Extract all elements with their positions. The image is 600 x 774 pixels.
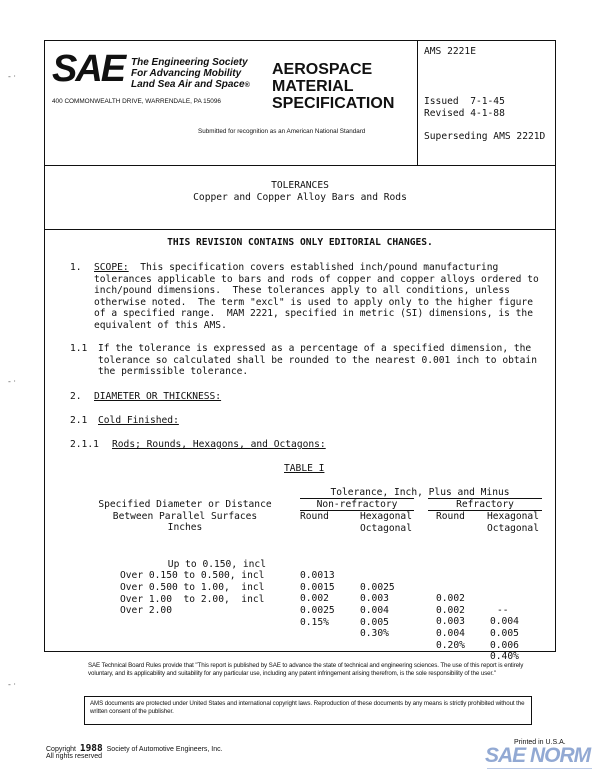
table-row: Up to 0.150, incl 0.0013 0.0025 0.002 -- [167, 558, 509, 616]
doc-number: AMS 2221E [424, 46, 476, 57]
col-header-round: Round [300, 511, 329, 522]
table-caption: TABLE I [284, 463, 325, 474]
technical-board-rules: SAE Technical Board Rules provide that "This report is published by SAE to advance the state of technical and engineering sciences. The use of this report is entirely voluntary, and its applicability and suitability for any particular use, including any patent infringement arising therefrom, is the sole responsibility of the user." [88, 662, 524, 677]
scope-text: otherwise noted. The term "excl" is used to apply only to the higher figure [94, 296, 533, 308]
section-heading: DIAMETER OR THICKNESS: [94, 391, 222, 402]
copyright-line: Copyright 1988 Society of Automotive Engineers, Inc. [46, 743, 223, 754]
section-heading: Cold Finished: [98, 415, 179, 426]
row-header: Between Parallel Surfaces [112, 510, 258, 522]
col-header-hexagonal: Hexagonal [360, 511, 412, 522]
sae-logo: SAE [52, 48, 125, 90]
margin-mark: - · [8, 680, 16, 689]
section-number: 1. [70, 262, 82, 273]
document-type: AEROSPACE MATERIAL SPECIFICATION [272, 61, 395, 112]
row-header: Inches [167, 522, 203, 533]
superseding: Superseding AMS 2221D [424, 131, 546, 142]
section-number: 2. [70, 391, 82, 402]
col-header-octagonal: Octagonal [487, 522, 539, 534]
rights-reserved: All rights reserved [46, 753, 103, 760]
col-header-octagonal: Octagonal [360, 522, 412, 534]
revised-date: Revised 4-1-88 [424, 108, 505, 119]
section-text: tolerance so calculated shall be rounded to the nearest 0.001 inch to obtain [98, 354, 537, 366]
issued-date: Issued 7-1-45 [424, 96, 505, 107]
scope-heading: SCOPE: This specification covers established inch/pound manufacturing [94, 262, 499, 273]
table-row: Over 0.500 to 1.00, incl 0.002 0.004 0.003 0.005 [120, 581, 519, 639]
address: 400 COMMONWEALTH DRIVE, WARRENDALE, PA 15096 [52, 98, 221, 105]
col-header-round: Round [436, 511, 465, 522]
submitted-note: Submitted for recognition as an American National Standard [198, 128, 366, 135]
group-header-nonrefractory: Non-refractory [316, 499, 398, 510]
watermark: SAE NORM [485, 744, 591, 767]
row-header: Specified Diameter or Distance [98, 499, 272, 510]
revision-note: THIS REVISION CONTAINS ONLY EDITORIAL CHANGES. [167, 237, 433, 248]
section-number: 2.1 [70, 415, 88, 426]
table-super-header: Tolerance, Inch, Plus and Minus [330, 487, 510, 498]
tolerance-table [112, 547, 519, 663]
subject-title: TOLERANCES [271, 180, 329, 191]
table-row: Over 0.150 to 0.500, incl 0.0015 0.003 0.002 0.004 [120, 570, 519, 628]
scope-text: inch/pound dimensions. These tolerances apply to all conditions, unless [94, 285, 510, 296]
scope-text: of a specified range. MAM 2221, specified in metric (SI) dimensions, is the [94, 308, 533, 319]
tagline: The Engineering Society For Advancing Mobility Land Sea Air and Space® [131, 57, 250, 90]
section-text: the permissible tolerance. [98, 366, 249, 377]
group-header-refractory: Refractory [456, 499, 514, 510]
margin-mark: - · [8, 72, 16, 81]
section-text: If the tolerance is expressed as a percentage of a specified dimension, the [98, 343, 532, 354]
margin-mark: - · [8, 377, 16, 386]
col-header-hexagonal: Hexagonal [487, 511, 539, 522]
table-row: Over 1.00 to 2.00, incl 0.0025 0.005 0.004 0.006 [120, 593, 519, 651]
section-number: 2.1.1 [70, 439, 99, 450]
scope-text: equivalent of this AMS. [94, 319, 227, 331]
scope-text: tolerances applicable to bars and rods of copper and copper alloys ordered to [94, 273, 539, 285]
subject-subtitle: Copper and Copper Alloy Bars and Rods [193, 192, 407, 203]
copyright-notice: AMS documents are protected under United States and international copyright laws. Reproduction of these documents by any means is strictly prohibited without the written consent of the publisher. [90, 700, 525, 715]
table-row: Over 2.00 0.15% 0.30% 0.20% 0.40% [120, 605, 519, 663]
printed-in: Printed in U.S.A. [514, 739, 566, 746]
section-heading: Rods; Rounds, Hexagons, and Octagons: [112, 439, 326, 450]
section-number: 1.1 [70, 343, 88, 354]
